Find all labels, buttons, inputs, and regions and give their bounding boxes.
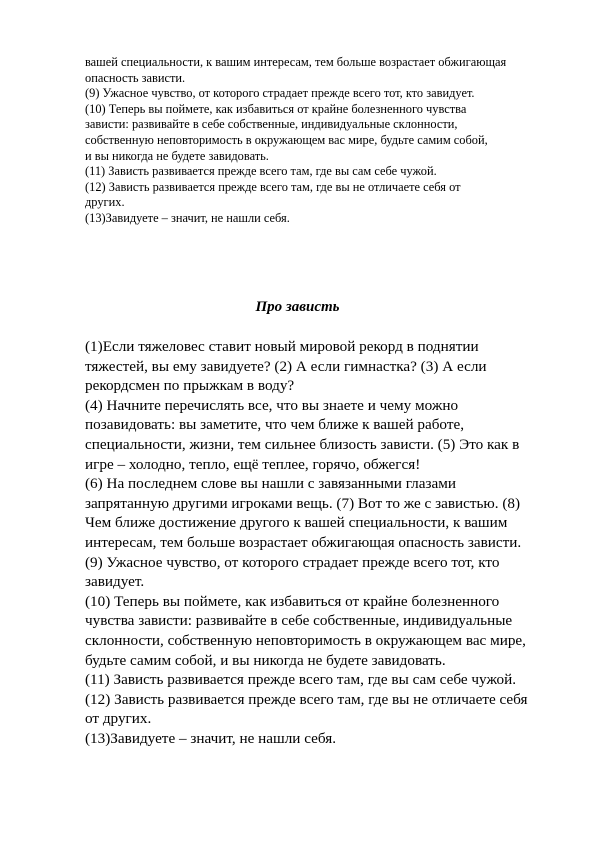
text-line: (1)Если тяжеловес ставит новый мировой рекорд в поднятии	[85, 338, 479, 355]
text-line: рекордсмен по прыжкам в воду?	[85, 377, 295, 395]
text-line: специальности, жизни, тем сильнее близость зависти. (5) Это как в	[85, 435, 520, 453]
text-line: (4) Начните перечислять все, что вы знаете и чему можно	[85, 396, 459, 414]
text-line: склонности, собственную неповторимость в окружающем вас мире,	[85, 631, 526, 649]
text-line: (10) Теперь вы поймете, как избавиться от крайне болезненного	[85, 592, 500, 610]
text-line: Чем ближе достижение другого к вашей специальности, к вашим	[85, 514, 508, 532]
text-line: (12) Зависть развивается прежде всего там, где вы не отличаете себя от	[85, 179, 461, 194]
text-line: (6) На последнем слове вы нашли с завязанными глазами	[85, 475, 456, 493]
text-line: (10) Теперь вы поймете, как избавиться от крайне болезненного чувства	[85, 101, 467, 116]
text-line: (11) Зависть развивается прежде всего там, где вы сам себе чужой.	[85, 164, 437, 179]
text-line: зависти: развивайте в себе собственные, индивидуальные склонности,	[85, 117, 458, 132]
text-line: опасность зависти.	[85, 70, 186, 85]
text-line: (13)Завидуете – значит, не нашли себя.	[85, 729, 337, 747]
text-line: от других.	[85, 710, 152, 728]
text-line: интересам, тем больше возрастает обжигающая опасность зависти.	[85, 533, 522, 551]
text-line: тяжестей, вы ему завидуете? (2) А если гимнастка? (3) А если	[85, 357, 487, 375]
document-title: Про зависть	[255, 299, 340, 315]
text-line: позавидовать: вы заметите, что чем ближе к вашей работе,	[85, 416, 464, 434]
text-line: и вы никогда не будете завидовать.	[85, 148, 269, 163]
text-line: будьте самим собой, и вы никогда не будете завидовать.	[85, 651, 446, 669]
text-line: собственную неповторимость в окружающем вас мире, будьте самим собой,	[85, 132, 488, 147]
text-line: игре – холодно, тепло, ещё теплее, горячо, обжегся!	[85, 455, 421, 473]
text-line: завидует.	[85, 573, 145, 591]
text-line: других.	[85, 195, 125, 210]
text-line: запрятанную другими игроками вещь. (7) Вот то же с завистью. (8)	[85, 494, 521, 512]
main-text	[85, 337, 565, 748]
text-line: (9) Ужасное чувство, от которого страдает прежде всего тот, кто	[85, 553, 500, 571]
text-line: (13)Завидуете – значит, не нашли себя.	[85, 210, 290, 225]
text-line: чувства зависти: развивайте в себе собственные, индивидуальные	[85, 612, 513, 630]
text-line: (11) Зависть развивается прежде всего там, где вы сам себе чужой.	[85, 671, 517, 689]
text-line: вашей специальности, к вашим интересам, тем больше возрастает обжигающая	[85, 55, 507, 69]
text-line: (9) Ужасное чувство, от которого страдает прежде всего тот, кто завидует.	[85, 86, 475, 101]
text-line: (12) Зависть развивается прежде всего там, где вы не отличаете себя	[85, 690, 528, 708]
top-excerpt	[85, 55, 565, 227]
